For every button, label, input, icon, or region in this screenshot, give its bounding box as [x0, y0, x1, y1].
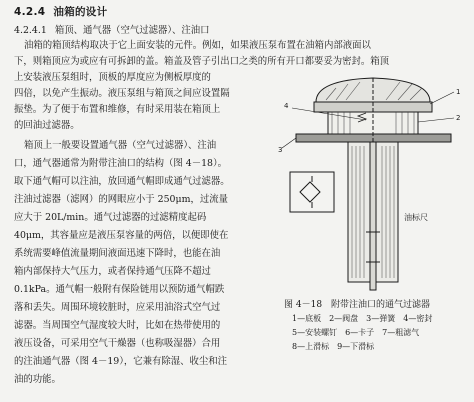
- paragraph-line: 40μm，其容量应是液压泵容量的两倍，以便即使在: [14, 230, 229, 241]
- paragraph-line: 的回油过滤器。: [14, 120, 80, 131]
- figure-legend-line: 5—安装螺钉 6—卡子 7—粗滤气: [292, 328, 420, 337]
- paragraph-line: 滤器。当周围空气湿度较大时，比如在热带使用的: [14, 320, 221, 331]
- paragraph-line: 箱顶上一般要设置通气器（空气过滤器）、注油: [24, 140, 217, 151]
- dipstick-label: 油标尺: [404, 213, 428, 222]
- paragraph-line: 油的功能。: [14, 374, 61, 385]
- paragraph-line: 四倍，以免产生振动。液压泵组与箱顶之间应设置隔: [14, 88, 230, 99]
- paragraph-line: 落和丢失。周围环境较脏时，应采用油浴式空气过: [14, 302, 221, 313]
- paragraph-line: 注油过滤器（滤网）的网眼应小于 250μm，过流量: [14, 194, 228, 205]
- section-heading: [14, 4, 107, 19]
- figure-legend-line: 1—底板 2—阀盘 3—弹簧 4—密封: [292, 314, 433, 323]
- section-title: 油箱的设计: [53, 6, 108, 18]
- paragraph-line: 0.1kPa。通气帽一般附有保险链用以预防通气帽跌: [14, 284, 225, 295]
- paragraph-line: 振垫。为了便于布置和维修，有时采用装在箱顶上: [14, 104, 221, 115]
- subsection-heading: [14, 22, 210, 36]
- section-number: 4.2.4: [14, 6, 46, 18]
- dipstick: [370, 142, 376, 290]
- part-number: 3: [278, 146, 283, 154]
- paragraph-line: 上安装液压泵组时，顶板的厚度应为侧板厚度的: [14, 72, 211, 83]
- breather-figure: [276, 62, 471, 292]
- filter-symbol: [300, 182, 320, 202]
- paragraph-line: 下，则箱顶应为或应有可拆卸的盖。箱盖及管子引出口之类的所有开口都要妥为密封。箱顶: [14, 56, 390, 67]
- figure-caption: 图 4－18 附带注油口的通气过滤器: [284, 300, 431, 310]
- subsection-number: 4.2.4.1: [14, 25, 47, 36]
- figure-legend-line: 8—上滑标 9—下滑标: [292, 342, 375, 351]
- part-number: 1: [456, 88, 461, 96]
- subsection-title: 箱顶、通气器（空气过滤器）、注油口: [54, 25, 210, 36]
- paragraph-line: 应大于 20L/min。通气过滤器的过滤精度起码: [14, 212, 207, 223]
- part-number: 4: [284, 102, 289, 110]
- paragraph-line: 系统需要峰值流量期间液面迅速下降时，也能在油: [14, 248, 221, 259]
- paragraph-line: 液压设备，可采用空气干燥器（也称吸湿器）合用: [14, 338, 221, 349]
- paragraph-line: 口，通气器通常为附带注油口的结构（图 4－18）。: [14, 158, 228, 169]
- paragraph-line: 油箱的箱顶结构取决于它上面安装的元件。例如，如果液压泵布置在油箱内部液面以: [24, 40, 371, 51]
- paragraph-line: 取下通气帽可以注油，放回通气帽即成通气过滤器。: [14, 176, 230, 187]
- paragraph-line: 的注油通气器（图 4－19），它兼有除湿、收尘和注: [14, 356, 228, 367]
- paragraph-line: 箱内部保持大气压力，或者保持通气压降不超过: [14, 266, 211, 277]
- part-number: 2: [456, 114, 461, 122]
